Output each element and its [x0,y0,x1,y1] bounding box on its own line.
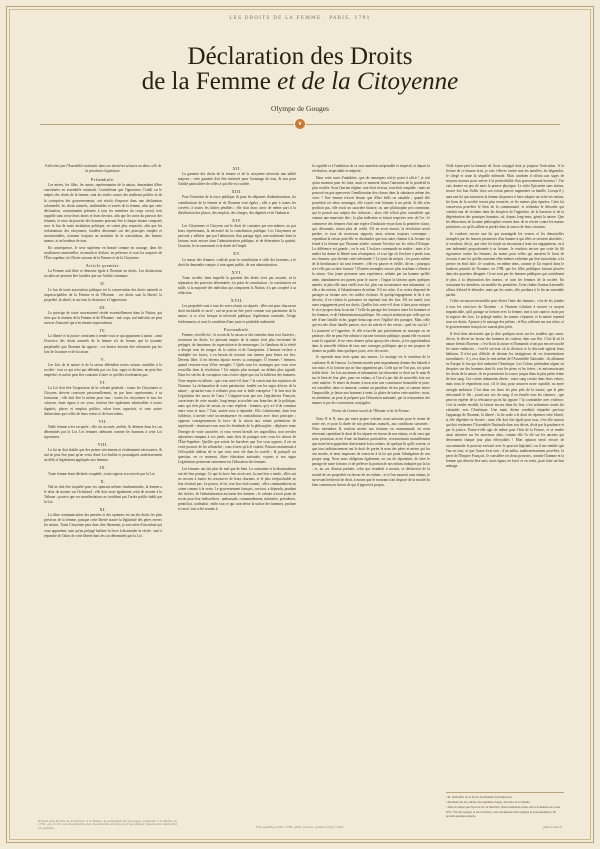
article-15-heading: XV. [232,251,242,257]
footnotes [446,792,564,819]
col4-paragraph-1: Voilà à-peu-près la formule de l'acte conjugal dont je propose l'exécution. À la lecture de ce bizarre écrit, je vois s'élever contre moi les tartuffes, les bégueules, le clergé et toute la séquelle infernale. Mais combien il offrira aux sages de moyens moraux pour arriver à la perfectibilité d'un gouvernement heureux ! J'en vais donner en peu de mots la preuve physique. Le riche Epicurien sans enfans, trouve fort bon d'aller chez son voisin pauvre augmenter sa famille. Lorsqu'il y aura une loi qui autorisera la femme du pauvre à faire adopter au riche ses enfans, les liens de la société seront plus resserrés, et les mœurs plus épurées. Cette loi conservera peut-être le bien de la communauté, et retiendra le désordre qui conduit tant de victimes dans les hospices de l'opprobre, de la bassesse et de la dégénération des principes humains, où, depuis long-tems, gémit la nature. Que les détracteurs de la saine philosophie cessent donc de se récrier contre les mœurs primitives, ou qu'ils aillent se perdre dans la source de leurs citations. [446,164,564,230]
footnote-1: ¹ M. de Bouffé, de la Façon du madame de Pompadour. [446,795,513,799]
col3-paragraph-1: la cupidité et à l'ambition de ce sexe autrefois méprisable et respecté, et depuis la révolution, respectable et méprisé. [312,164,430,174]
fleuron-icon: ❦ [295,119,305,129]
preamble-paragraph: Les mères, les filles, les sœurs, représentantes de la nation, demandent d'être constituées en assemblée nationale. Considérant que l'ignorance, l'oubli ou le mépris des droits de la femme, sont les seules causes des malheurs publics et de la corruption des gouvernements, ont résolu d'exposer dans une déclaration solemnelle, les droits naturels, inaliénables et sacrés de la femme, afin que cette déclaration, constamment présente à tous les membres du corps social, leur rappelle sans cesse leurs droits et leurs devoirs, afin que les actes du pouvoir des femmes, et ceux du pouvoir des hommes pouvant être à chaque instant comparés avec le but de toute institution politique, en soient plus respectés, afin que les réclamations des citoyennes, fondées désormais sur des principes simples et incontestables, tournent toujours au maintien de la constitution, des bonnes mœurs, et au bonheur de tous. [44,183,162,244]
article-10-text: Nul ne doit être inquiété pour ses opinions mêmes fondamentales, la femme a le droit de monter sur l'échafaud ; elle doit avoir également celui de monter à la Tribune ; pourvu que ses manifestations ne troublent pas l'ordre public établi par la Loi. [44,484,162,505]
article-13-heading: XIII. [231,189,243,195]
column-2 [178,164,296,804]
article-13-text: Pour l'entretien de la force publique, & pour les dépenses d'administration, les contributions de la femme et de l'homme sont égales ; elle a part à toutes les corvées, à toutes les tâches pénibles ; elle doit donc avoir de même part à la distribution des places, des emplois, des charges, des dignités et de l'industrie. [178,195,296,215]
page-title [0,44,600,94]
article-12-heading: XII. [232,166,242,171]
ornament-rule-right [306,124,560,125]
running-head: LES DROITS DE LA FEMME · PARIS, 1791 [229,16,371,21]
article-9-text: Toute femme étant déclarée coupable ; toute rigueur est exercée par la Loi. [48,471,156,476]
col3-paragraph-2: Dans cette sorte d'antithèse, que de remarques n'ai-je point à offrir ! je n'ai qu'un moment pour les faire, mais ce moment fixera l'attention de la postérité la plus reculée. Sous l'ancien régime, tout étoit vicieux, tout étoit coupable ; mais ne pourroit-on pas apercevoir l'amélioration des choses dans la substance même des vices ? Une femme n'avoit besoin que d'être belle ou aimable ; quand elle possédoit ces deux avantages, elle voyoit cent fortunes à ses pieds. Si elle n'en profitoit pas, elle avoit un caractère bizarre, ou une philosophie peu commune, qui la portoit aux mépris des richesses ; alors elle n'étoit plus considérée que comme une mauvaise tête ; la plus indécente se faisoit respecter avec de l'or ; le commerce des femmes étoit une espèce d'industrie reçue dans la première classe, qui, désormais, n'aura plus de crédit. S'il en avoit encore, la révolution seroit perdue, et sous de nouveaux rapports, nous serions toujours corrompus ; cependant la raison peut-elle se dissimuler que tout autre chemin à la fortune est fermé à la femme que l'homme achète, comme l'esclave sur les côtes d'Afrique. La différence est grande ; on le sait. L'esclave commande au maître ; mais si le maître lui donne la liberté sans récompense, et à un âge où l'esclave a perdu tous ses charmes, que devient cette infortunée ? Le jouet du mépris ; les portes même de la bienfaisance lui sont fermées ; elle est pauvre et vieille, dit-on ; pourquoi n'a-t-elle pas su faire fortune ? D'autres exemples encore plus touchans s'offrent à la raison. Une jeune personne sans expérience, séduite par un homme qu'elle aime, abandonnera ses parens pour le suivre ; l'ingrat la laissera après quelques années, et plus elle aura vieilli avec lui, plus son inconstance sera inhumaine ; si elle a des enfans, il l'abandonnera de même. S'il est riche, il se croira dispensé de partager sa fortune avec ses nobles victimes. Si quelqu'engagement le lie à ses devoirs, il en violera la puissance en espérant tout des loix. S'il est marié, tout autre engagement perd ses droits. Quelles loix reste-t-il donc à faire pour extirper le vice jusques dans la racine ? Celle du partage des fortunes entre les hommes et les femmes, et de l'administration publique. On conçoit aisément que celle qui est née d'une famille riche, gagne beaucoup avec l'égalité des partages. Mais celle qui est née d'une famille pauvre, avec du mérite et des vertus ; quel est son lot ? La pauvreté et l'opprobre. Si elle n'excelle pas précisément en musique ou en peinture, elle ne peut être admise à aucune fonction publique, quand elle en auroit toute la capacité. Je ne veux donner qu'un aperçu des choses, je les approfondirai dans la nouvelle édition de tous mes ouvrages politiques que je me propose de donner au public dans quelques jours, avec des notes. [312,175,430,353]
article-2-heading: II. [100,281,106,287]
article-15-text: La masse des femmes, coalisée pour la contribution à celle des hommes, a le droit de demander compte, à tout agent public, de son administration. [178,257,296,267]
article-16-text: Toute société, dans laquelle la garantie des droits n'est pas assurée, ni la séparation des pouvoirs déterminée, n'a point de constitution ; la constitution est nulle, si la majorité des individus qui composent la Nation, n'a pas coopéré à sa rédaction. [178,275,296,296]
article-1-text: La Femme naît libre et demeure égale à l'homme en droits. Les distinctions sociales ne peuvent être fondées que sur l'utilité commune. [44,269,162,279]
article-17-heading: XVII. [230,298,244,304]
preamble-heading: Préambule. [91,177,115,183]
article-8-text: La loi ne doit établir que des peines strictement et évidemment nécessaires, & nul ne peut être puni qu'en vertu d'une Loi établie et promulguée antérieurement au délit et légalement appliquée aux femmes. [44,448,162,463]
article-4-text: La liberté et la justice consistent à rendre tout ce qui appartient à autrui ; ainsi l'exercice des droits naturels de la femme n'a de bornes que la tyrannie perpétuelle que l'homme lui oppose ; ces bornes doivent être réformées par les loix de la nature et de la raison. [44,334,162,354]
article-1-heading: Article premier. [85,263,121,269]
article-14-heading: XIV. [232,217,242,223]
footnote-2: ² Abraham eut des enfans très-légitimes d'Agar, servante de sa femme. [446,800,531,805]
article-6-heading: VI. [99,380,107,386]
ornament-rule-left [40,124,294,125]
title-line-2-plain: de la Femme [141,68,278,95]
intro-note: A décréter par l'Assemblée nationale dans ses dernières séances ou dans celle de la prochaine législature. [44,164,162,174]
article-10-heading: X. [100,478,106,484]
article-16-heading: XVI. [231,269,243,275]
article-9-heading: IX. [99,465,107,471]
column-1 [44,164,162,804]
article-8-heading: VIII. [97,442,109,448]
col4-paragraph-3: J'offre un moyen invincible pour élever l'ame des femmes ; c'est de les joindre à tous les exercices de l'homme : si l'homme s'obstine à trouver ce moyen impraticable, qu'il partage sa fortune avec la femme, non à son caprice, mais par la sagesse des loix. Le préjugé tombe, les mœurs s'épurent, et la nature reprend tous ses droits. Ajoutez-y le mariage des prêtres ; le Roi, raffermi sur son trône, et le gouvernement françois ne sauroit plus périr. [446,299,564,329]
article-2-text: Le but de toute association politique est la conservation des droits naturels et imprescriptibles de la Femme et de l'Homme : ces droits sont la liberté, la propriété, la sûreté, et sur-tout la résistance à l'oppression. [44,287,162,302]
col3-paragraph-3: Je reprends mon texte quant aux mœurs. Le mariage est le tombeau de la confiance & de l'amour. La femme mariée peut impunément donner des bâtards à son mari, et la fortune qui ne leur appartient pas. Celle qui ne l'est pas, n'a qu'un foible droit : les loix anciennes et inhumaines lui refusoient ce droit sur le nom & sur le bien de leur père, pour ses enfans, et l'on n'a pas fait de nouvelles loix sur cette matière. Si tenter de donner à mon sexe une consistance honorable et juste, est considéré, dans ce moment, comme un paradoxe de ma part, et comme tenter l'impossible, je laisse aux hommes à venir, la gloire de traiter cette matière ; mais, en attendant, on peut la préparer par l'éducation nationale, par la restauration des mœurs et par les conventions conjugales. [312,355,430,406]
article-11-text: La libre communication des pensées et des opinions est un des droits les plus précieux de la femme, puisque cette liberté assure la légitimité des pères envers les enfans. Toute Citoyenne peut donc dire librement, je suis mère d'un enfant qui vous appartient, sans qu'un préjugé barbare la force à dissimuler la vérité ; sauf à répondre de l'abus de cette liberté dans les cas déterminés par la Loi. [44,513,162,538]
article-5-heading: V. [100,356,106,362]
footer-source-note: Extrait des Droits de la femme, à la Reine, le pamphlet de 24 pages, présenté à la Reine en 1791, pp. 6-12. Les documents des documents ont été pour les enjeux réserveurs mémorial en publiés. [38,818,178,831]
column-3 [312,164,430,804]
article-12-text: La garantie des droits de la femme et de la citoyenne nécessite une utilité majeure ; cette garantie doit être instituée pour l'avantage de tous, & non pour l'utilité particulière de celles à qui elle est confiée. [178,172,296,187]
author-name: Olympe de Gouges [271,104,329,113]
text-columns [44,164,564,804]
col3-paragraph-4: Nous N et N, mus par notre propre volonté, nous unissons pour le terme de notre vie, et pour la durée de nos penchans mutuels, aux conditions suivantes : Nous entendons & voulons mettre nos fortunes en communauté, en nous réservant cependant le droit de les séparer en faveur de nos enfans, et de ceux que nous pourrions avoir d'une inclination particulière, reconnoissant mutuellement que notre bien appartient directement à nos enfans, de quelque lit qu'ils sortent, et que tous indistinctement ont le droit de porter le nom des pères et mères qui les ont avoués, et nous imposons de souscrire à la loi qui punit l'abnégation de son propre sang. Nous nous obligeons également, au cas de séparation, de faire le partage de notre fortune, et de prélever la portion de nos enfans indiquée par la loi ; et, au cas d'union parfaite, celui qui viendroit à mourir, se désisteroit de la moitié de ses propriétés en faveur de ses enfans ; et si l'un mouroit sans enfans, le survivant hériteroit de droit, à moins que le mourant n'ait disposé de la moitié du bien commun en faveur de qui il jugeroit à propos. [312,416,430,487]
article-3-heading: III. [99,304,107,310]
article-11-heading: XI. [99,507,107,513]
social-contract-heading: Forme du Contrat social de l'Homme et de la Femme. [332,409,410,414]
postambule-paragraph-1: Femme, réveille-toi ; le tocsin de la raison se fait entendre dans tout l'univers ; reconnois tes droits. Le puissant empire de la nature n'est plus environné de préjugés, de fanatisme, de superstition et de mensonges. Le flambeau de la vérité a dissipé tous les nuages de la sottise et de l'usurpation. L'homme esclave a multiplié ses forces, a eu besoin de recourir aux tiennes pour briser ses fers. Devenu libre, il est devenu injuste envers sa compagne. Ô femmes ! femmes, quand cesserez-vous d'être aveugles ? Quels sont les avantages que vous avez recueillis dans la révolution ? Un mépris plus marqué, un dédain plus signalé. Dans les siècles de corruption vous n'avez régné que sur la foiblesse des hommes. Votre empire est détruit ; que vous reste-t-il donc ? la conviction des injustices de l'homme. La réclamation de votre patrimoine, fondée sur les sages décrets de la nature ; qu'auriez-vous à redouter pour une si belle entreprise ? le bon mot du Législateur des noces de Cana ? Craignez-vous que nos Législateurs François, correcteurs de cette morale, long-temps accrochée aux branches de la politique, mais qui n'est plus de saison, ne vous répètent : femmes, qu'y a-t-il de commun entre vous et nous ? Tout, auriez-vous à répondre. S'ils s'obstinoient, dans leur foiblesse, à mettre cette inconséquence en contradiction avec leurs principes ; opposez courageusement la force de la raison aux vaines prétentions de supériorité ; réunissez-vous sous les étendards de la philosophie ; déployez toute l'énergie de votre caractère, et vous verrez bientôt ces orgueilleux, non serviles adorateurs rampans à vos pieds, mais fiers de partager avec vous les trésors de l'Être-Suprême. Quelles que soient les barrières que l'on vous oppose, il est en votre pouvoir de les affranchir ; vous n'avez qu'à le vouloir. Passons maintenant à l'effroyable tableau de ce que vous avez été dans la société ; & puisqu'il est question, en ce moment, d'une éducation nationale, voyons si nos sages Législateurs penseront sainement sur l'éducation des femmes. [178,332,296,465]
article-3-text: Le principe de toute souveraineté réside essentiellement dans la Nation, qui n'est que la réunion de la Femme et de l'Homme : nul corps, nul individu, ne peut exercer d'autorité qui n'en émane expressément. [44,310,162,326]
postambule-heading: Postambule. [223,326,251,332]
column-4 [446,164,564,804]
footnote-3: ³ Dans le temps que Wyer de M. de Merville, Ninon demanda qu'elle eût le traitement de Louis XVI ? On fut repassé, et sur la Nation, cette mademoise extravagante le gouvernement a dû prendre quelques égards. [446,805,560,818]
article-7-heading: VII. [98,418,108,424]
article-14-text: Les Citoyennes et Citoyens ont le droit de constater par eux-mêmes, ou par leurs représentans, la nécessité de la contribution publique. Les Citoyennes ne peuvent y adhérer que par l'admission d'un partage égal, non-seulement dans la fortune, mais encore dans l'administration publique, et de déterminer la quotité, l'assiette, le recouvrement et la durée de l'impôt. [178,223,296,249]
footer-source-link[interactable]: gallica.bnf.fr [542,825,562,829]
article-5-text: Les loix de la nature et de la raison défendent toutes actions nuisibles à la société : tout ce qui n'est pas défendu par ces loix, sages et divines, ne peut être empêché, et nul ne peut être contraint à faire ce qu'elles n'ordonnent pas. [44,362,162,377]
col4-paragraph-4: Il étoit bien nécessaire que je dise quelques mots sur les troubles que cause, dit-on, le décret en faveur des hommes de couleur, dans nos îles. C'est-là où la nature frémit d'horreur ; c'est-là où la raison et l'humanité, n'ont pas encore touché les ames endurcies ; c'est-là sur-tout où la division et la discorde agitent leurs habitans. Il n'est pas difficile de deviner les instigateurs de ces fermentations incendiaires : il y en a dans le sein même de l'Assemblée Nationale : ils allument en Europe le feu qui doit embraser l'Amérique. Les Colons prétendent régner en despotes sur des hommes dont ils sont les pères et les frères ; et méconnoissant les droits de la nature, ils en poursuivent la source jusque dans la plus petite teinte de leur sang. Ces colons inhumains disent : notre sang circule dans leurs veines, mais nous le répandrons tout, s'il le faut, pour assouvir notre cupidité, ou notre aveugle ambition. C'est dans ces lieux les plus près de la nature, que le père méconnoît le fils ; sourd aux cris du sang, il en étouffe tous les charmes ; que peut-on espérer de la résistance qu'on lui oppose ? la contraindre avec violence, c'est la rendre terrible, la laisser encore dans les fers, c'est acheminer toutes les calamités vers l'Amérique. Une main divine sembloit répandre par-tout l'appanage de l'homme, la liberté ; la loi seule a le droit de réprimer cette liberté, si elle dégénère en licence ; mais elle doit être égale pour tous, c'est elle surtout qui doit renfermer l'Assemblée Nationale dans son décret, dicté par la prudence et par la justice. Puisse-t-elle agir de même pour l'état de la France, et se rendre aussi attentive sur les nouveaux abus, comme elle l'a été sur les anciens qui deviennent chaque jour plus effroyables ! Mon opinion seroit encore de raccommoder le pouvoir exécutif avec le pouvoir législatif, car il me semble que l'un est tout, et que l'autre n'est rien ; d'où naîtra, malheureusement peut-être, la perte de l'Empire François. Je considère ces deux pouvoirs, comme l'homme et la femme qui doivent être unis, mais égaux en force et en vertu, pour faire un bon ménage. [446,331,564,468]
title-line-2-italic: et de la Citoyenne [277,68,459,95]
article-17-text: Les propriétés sont à tous les sexes réunis ou séparés ; elles ont pour chacun un droit inviolable et sacré ; nul ne peut en être privé comme vrai patrimoine de la nature, si ce n'est lorsque la nécessité publique, légalement constatée, l'exige évidemment, et sous la condition d'une juste et préalable indemnité. [178,304,296,324]
title-ornament [0,119,600,129]
article-7-text: Nulle femme n'est exceptée ; elle est accusée, arrêtée, & détenue dans les cas déterminés par la Loi. Les femmes obéissent comme les hommes à cette Loi rigoureuse. [44,424,162,439]
preamble-paragraph-2: En conséquence, le sexe supérieur en beauté comme en courage, dans les souffrances maternelles, reconnaît et déclare, en présence et sous les auspices de l'Être suprême, les Droits suivans de la Femme et de la Citoyenne. [44,245,162,261]
footer-center-note: The spelling of the 1791 print, (above, gallica bnf.fr ) ibid. [255,825,345,829]
col4-paragraph-2: Je voudrois encore une loi qui avantageât les veuves et les demoiselles trompées par les fausses promesses d'un homme à qui elles se seroient attachées ; je voudrois, dis-je, que cette loi forçât un inconstant à tenir ses engagemens, ou à une indemnité proportionnée à sa fortune. Je voudrois encore que cette loi fût rigoureuse contre les femmes, du moins pour celles qui auroient le front de recourir à une loi qu'elles auroient elles-mêmes enfreinte par leur inconduite, si la preuve en étoit faite. Je voudrois, en même tems, comme je l'ai exposé dans le bonheur primitif de l'homme, en 1788, que les filles publiques fussent placées dans des quartiers désignés. Ce ne sont pas les femmes publiques qui contribuent le plus à la dépravation des mœurs, ce sont les femmes de la société. En restaurant les dernières, on modifie les premières. Cette chaîne d'union fraternelle offrira d'abord le désordre, mais par les suites, elle produira à la fin un ensemble parfait. [446,231,564,297]
title-line-2 [0,69,600,94]
postambule-paragraph-2: Les femmes ont fait plus de mal que de bien. La contrainte et la dissimulation ont été leur partage. Ce que la force leur avoit ravi, la ruse leur a rendu ; elles ont eu recours à toutes les ressources de leurs charmes, et le plus irréprochable ne leur résistoit pas. Le poison, le fer, tout leur étoit soumis ; elles commandoient au crime comme à la vertu. Le gouvernement français, sur-tout, a dépendu, pendant des siècles, de l'administration nocturne des femmes ; le cabinet n'avoit point de secret pour leur indiscrétion : ambassade, commandement, ministère, présidence, pontificat, cardinalat ; enfin tout ce qui caractérise la sottise des hommes, profane et sacré, tout a été soumis à [178,466,296,512]
article-4-heading: IV. [99,328,107,334]
article-6-text: La Loi doit être l'expression de la volonté générale ; toutes les Citoyennes et Citoyens doivent concourir personnellement, ou par leurs représentans, à sa formation ; elle doit être la même pour tous : toutes les citoyennes et tous les citoyens, étant égaux à ses yeux, doivent être également admissibles à toutes dignités, places et emplois publics, selon leurs capacités, et sans autres distinctions que celles de leurs vertus et de leurs talens. [44,386,162,416]
title-line-1: Déclaration des Droits [187,43,413,70]
